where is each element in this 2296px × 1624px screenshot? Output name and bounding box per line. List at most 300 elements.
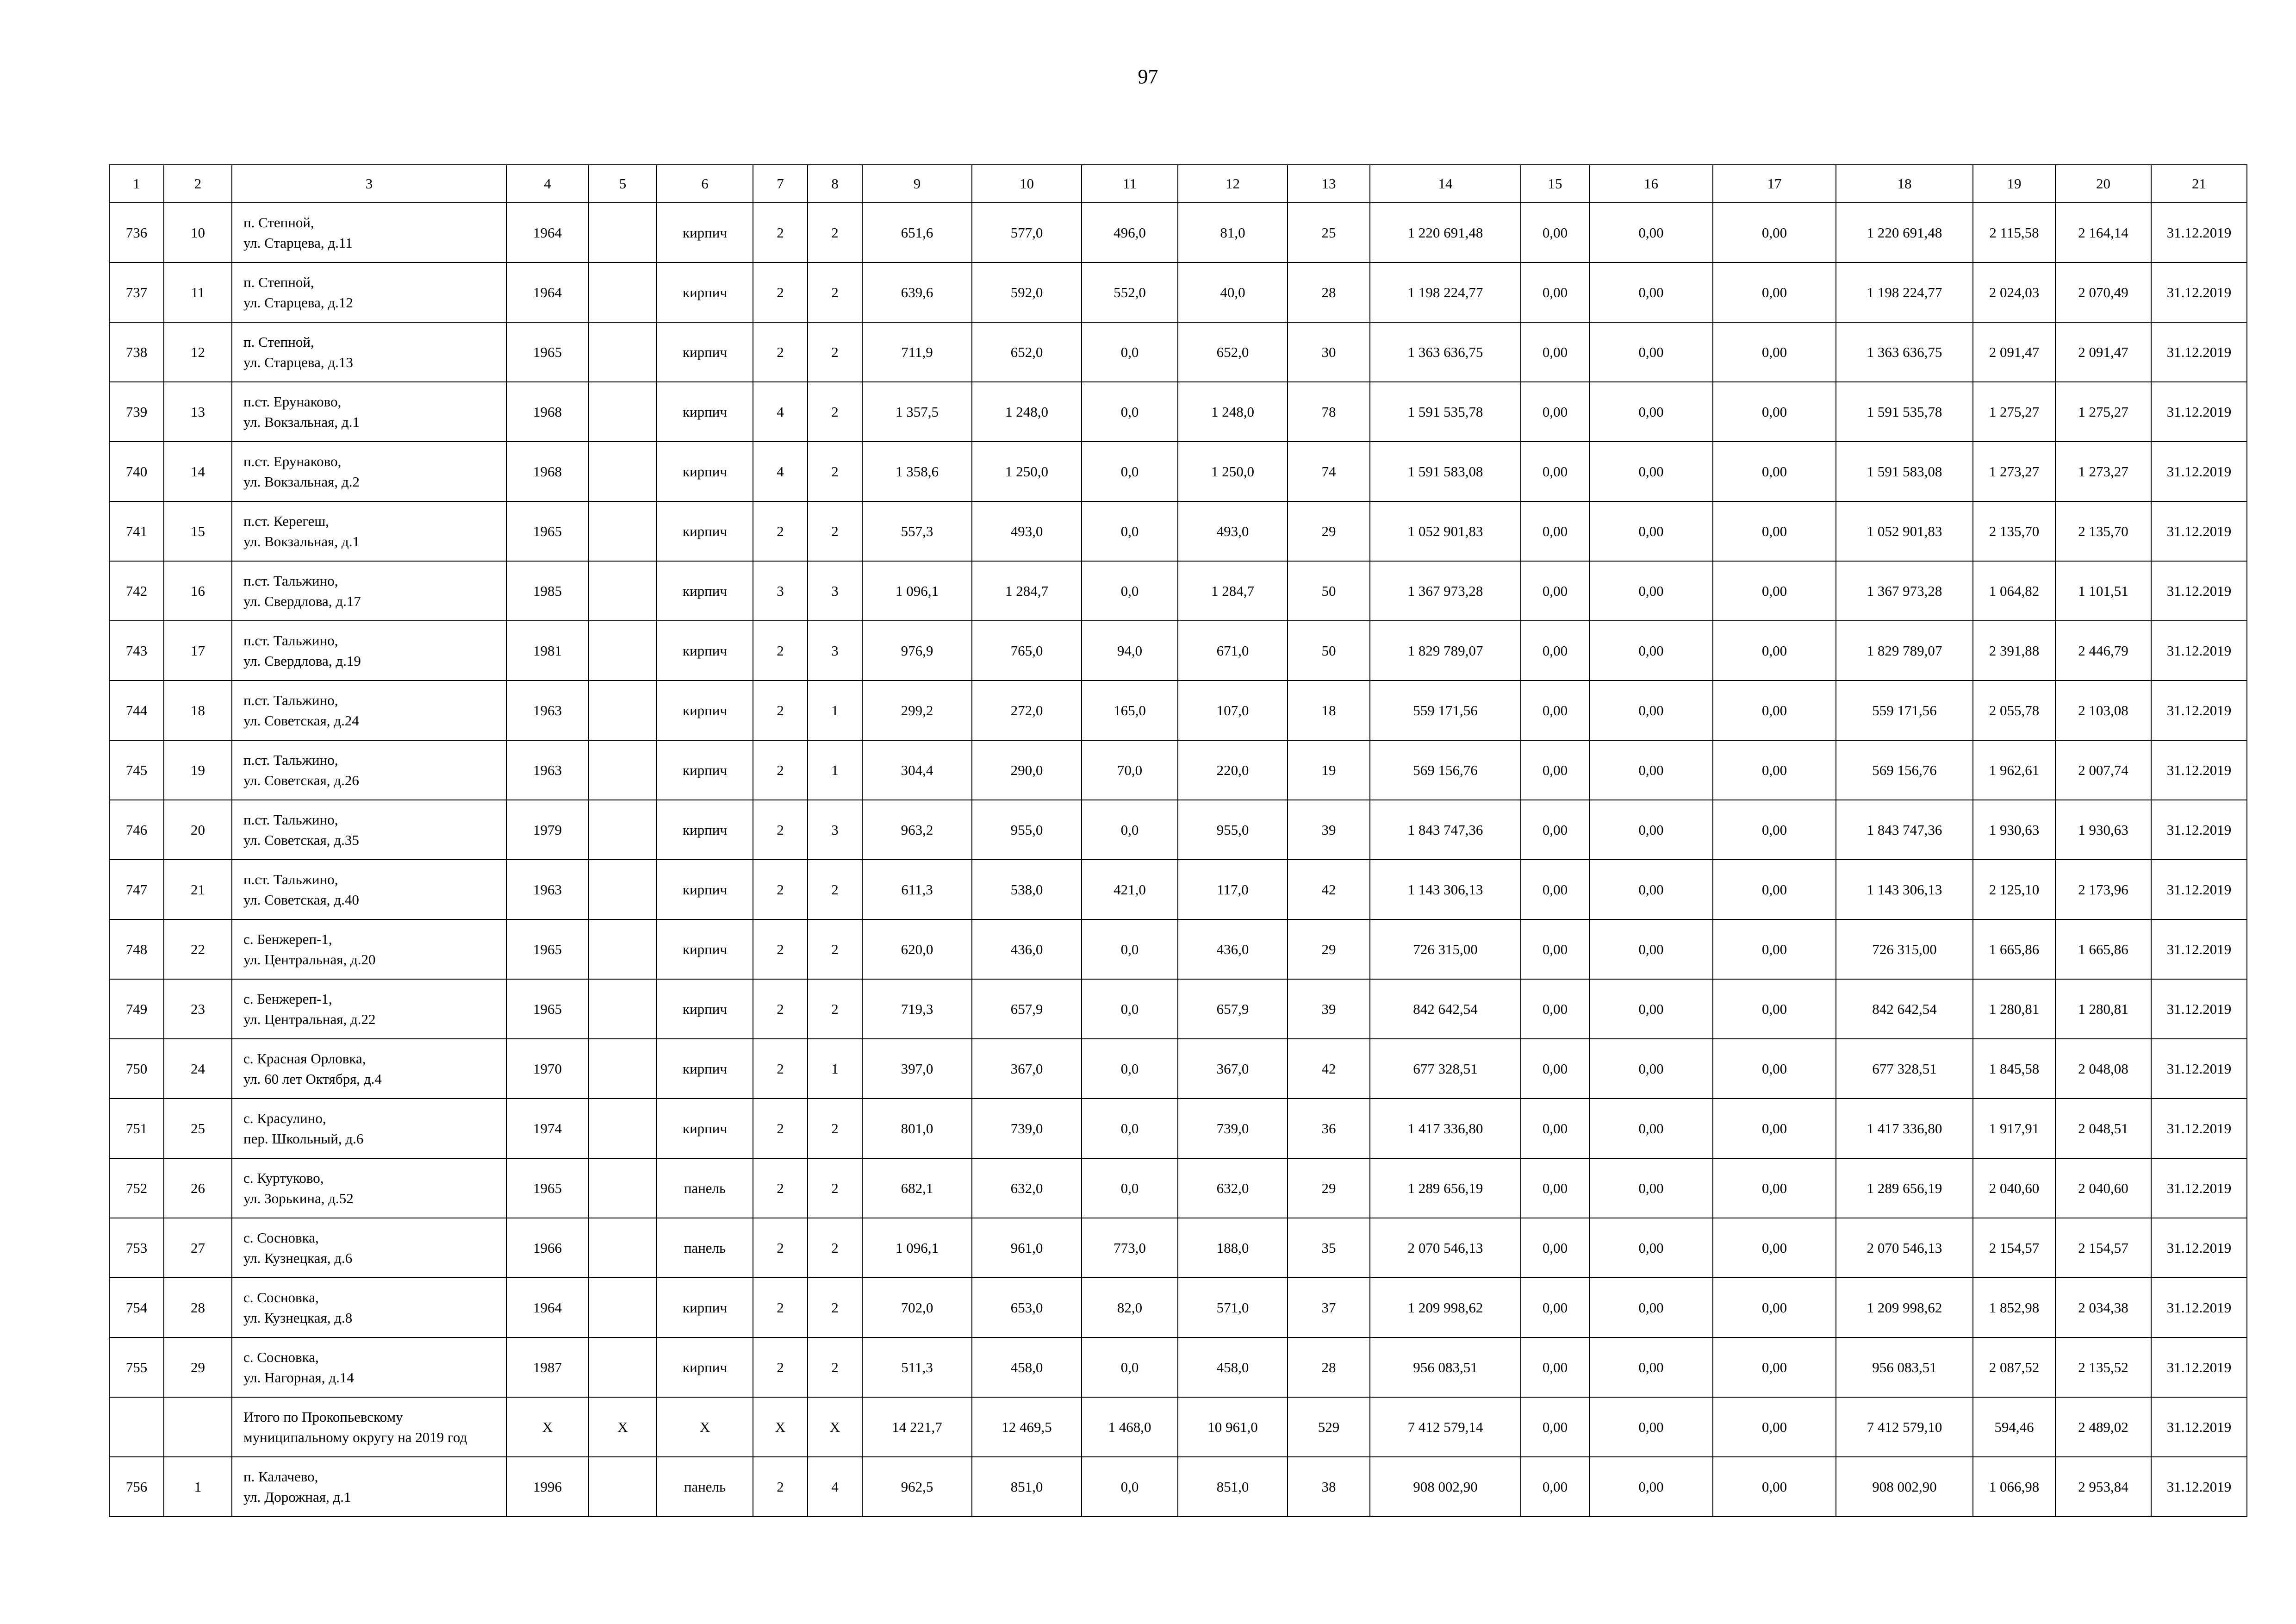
table-cell: 719,3 xyxy=(862,979,972,1039)
table-cell: 2 xyxy=(808,1099,862,1158)
table-cell: 0,0 xyxy=(1082,1099,1178,1158)
address-line-2: ул. Старцева, д.11 xyxy=(243,234,353,251)
table-cell: 0,00 xyxy=(1521,1218,1589,1278)
table-cell: 0,00 xyxy=(1589,1099,1713,1158)
address-cell xyxy=(232,681,506,740)
address-cell xyxy=(232,860,506,919)
table-cell: 1963 xyxy=(506,860,589,919)
table-cell: 31.12.2019 xyxy=(2151,322,2247,382)
table-cell xyxy=(589,681,657,740)
table-cell: 682,1 xyxy=(862,1158,972,1218)
table-cell: 739,0 xyxy=(972,1099,1082,1158)
table-cell: 0,00 xyxy=(1521,262,1589,322)
table-cell: 736 xyxy=(109,203,164,262)
table-cell xyxy=(589,262,657,322)
table-cell: 31.12.2019 xyxy=(2151,1337,2247,1397)
table-cell: 2 xyxy=(753,740,808,800)
address-line-2: ул. Советская, д.24 xyxy=(243,712,359,729)
table-cell: 755 xyxy=(109,1337,164,1397)
table-cell: 750 xyxy=(109,1039,164,1099)
table-cell: 29 xyxy=(1288,1158,1370,1218)
table-cell xyxy=(589,1218,657,1278)
table-cell: 652,0 xyxy=(972,322,1082,382)
table-cell: кирпич xyxy=(657,681,753,740)
table-cell: 1 143 306,13 xyxy=(1836,860,1973,919)
address-cell xyxy=(232,1218,506,1278)
table-cell: 31.12.2019 xyxy=(2151,1278,2247,1337)
table-cell: 1981 xyxy=(506,621,589,681)
table-cell: 493,0 xyxy=(972,501,1082,561)
table-cell: 1 468,0 xyxy=(1082,1397,1178,1457)
table-cell: 651,6 xyxy=(862,203,972,262)
table-cell: 39 xyxy=(1288,800,1370,860)
table-cell: 0,00 xyxy=(1713,442,1836,501)
table-cell: 2 446,79 xyxy=(2055,621,2151,681)
table-cell: 744 xyxy=(109,681,164,740)
table-cell: 0,00 xyxy=(1521,1457,1589,1517)
table-cell: 2 135,52 xyxy=(2055,1337,2151,1397)
table-cell: 7 412 579,14 xyxy=(1370,1397,1521,1457)
table-cell: панель xyxy=(657,1218,753,1278)
table-cell: 1 xyxy=(164,1457,232,1517)
table-cell: 0,00 xyxy=(1713,1218,1836,1278)
table-cell: 1 829 789,07 xyxy=(1370,621,1521,681)
table-row xyxy=(109,800,2247,860)
address-cell xyxy=(232,1457,506,1517)
table-cell: 1 198 224,77 xyxy=(1370,262,1521,322)
table-cell: 2 070 546,13 xyxy=(1370,1218,1521,1278)
table-cell: 2 391,88 xyxy=(1973,621,2055,681)
column-number-cell: 6 xyxy=(657,165,753,203)
table-cell: 107,0 xyxy=(1178,681,1288,740)
table-cell: кирпич xyxy=(657,860,753,919)
table-cell: X xyxy=(506,1397,589,1457)
table-cell: 0,00 xyxy=(1589,382,1713,442)
table-cell: 0,00 xyxy=(1521,1397,1589,1457)
table-cell: 754 xyxy=(109,1278,164,1337)
table-cell: кирпич xyxy=(657,262,753,322)
table-cell xyxy=(589,1457,657,1517)
table-cell: 2 xyxy=(808,979,862,1039)
table-cell: 31.12.2019 xyxy=(2151,1099,2247,1158)
address-line-2: ул. Советская, д.40 xyxy=(243,891,359,908)
address-line-1: п.ст. Ерунаково, xyxy=(243,393,342,410)
column-number-cell: 10 xyxy=(972,165,1082,203)
table-cell: 955,0 xyxy=(1178,800,1288,860)
table-cell: 0,00 xyxy=(1589,681,1713,740)
table-cell: 1 096,1 xyxy=(862,561,972,621)
table-cell: 0,00 xyxy=(1713,1158,1836,1218)
table-cell: 0,00 xyxy=(1589,919,1713,979)
table-cell: 0,00 xyxy=(1521,800,1589,860)
address-line-1: п.ст. Тальжино, xyxy=(243,811,338,828)
table-cell: 23 xyxy=(164,979,232,1039)
table-cell: 851,0 xyxy=(972,1457,1082,1517)
table-row xyxy=(109,561,2247,621)
table-cell: 2 087,52 xyxy=(1973,1337,2055,1397)
table-cell: 31.12.2019 xyxy=(2151,800,2247,860)
table-cell: 0,00 xyxy=(1713,681,1836,740)
table-cell: 538,0 xyxy=(972,860,1082,919)
address-line-2: ул. Зорькина, д.52 xyxy=(243,1190,354,1206)
table-cell: 26 xyxy=(164,1158,232,1218)
address-line-1: с. Красулино, xyxy=(243,1110,326,1126)
table-row xyxy=(109,501,2247,561)
column-number-cell: 16 xyxy=(1589,165,1713,203)
table-cell: 0,0 xyxy=(1082,979,1178,1039)
table-cell: 0,00 xyxy=(1589,442,1713,501)
table-cell: 956 083,51 xyxy=(1370,1337,1521,1397)
table-cell xyxy=(589,322,657,382)
address-cell xyxy=(232,919,506,979)
table-cell: 756 xyxy=(109,1457,164,1517)
table-cell: 2 xyxy=(808,262,862,322)
table-cell: 299,2 xyxy=(862,681,972,740)
table-cell xyxy=(589,1337,657,1397)
table-cell: 37 xyxy=(1288,1278,1370,1337)
table-cell xyxy=(109,1397,164,1457)
table-cell: 397,0 xyxy=(862,1039,972,1099)
address-cell xyxy=(232,979,506,1039)
table-cell: 611,3 xyxy=(862,860,972,919)
table-cell: 2 055,78 xyxy=(1973,681,2055,740)
table-cell: 3 xyxy=(753,561,808,621)
table-cell: 31.12.2019 xyxy=(2151,860,2247,919)
table-cell: 632,0 xyxy=(1178,1158,1288,1218)
table-cell: 0,00 xyxy=(1713,203,1836,262)
table-cell xyxy=(589,860,657,919)
table-cell: 0,00 xyxy=(1713,322,1836,382)
table-cell: 1 250,0 xyxy=(1178,442,1288,501)
table-cell xyxy=(589,979,657,1039)
address-line-1: с. Бенжереп-1, xyxy=(243,990,332,1007)
table-cell: 745 xyxy=(109,740,164,800)
table-cell: 0,00 xyxy=(1589,203,1713,262)
table-cell: 0,00 xyxy=(1713,382,1836,442)
table-cell xyxy=(589,203,657,262)
table-cell: 0,0 xyxy=(1082,561,1178,621)
table-cell: 1970 xyxy=(506,1039,589,1099)
table-cell: 0,00 xyxy=(1713,621,1836,681)
table-cell: 0,00 xyxy=(1589,501,1713,561)
address-cell xyxy=(232,382,506,442)
table-cell xyxy=(589,501,657,561)
table-cell: 1985 xyxy=(506,561,589,621)
table-cell: 1 591 535,78 xyxy=(1836,382,1973,442)
table-cell: 117,0 xyxy=(1178,860,1288,919)
table-cell: 1 220 691,48 xyxy=(1836,203,1973,262)
table-cell: 0,00 xyxy=(1589,1457,1713,1517)
table-cell: 367,0 xyxy=(972,1039,1082,1099)
table-cell: 1 843 747,36 xyxy=(1836,800,1973,860)
table-cell: 19 xyxy=(164,740,232,800)
table-cell: 2 xyxy=(808,442,862,501)
table-cell: 0,00 xyxy=(1589,1278,1713,1337)
table-cell: 652,0 xyxy=(1178,322,1288,382)
table-row xyxy=(109,979,2247,1039)
table-cell: 2 115,58 xyxy=(1973,203,2055,262)
table-cell: 7 412 579,10 xyxy=(1836,1397,1973,1457)
table-cell: 1 280,81 xyxy=(2055,979,2151,1039)
address-cell xyxy=(232,800,506,860)
table-cell: 1996 xyxy=(506,1457,589,1517)
address-line-2: ул. Советская, д.26 xyxy=(243,772,359,788)
table-cell: 653,0 xyxy=(972,1278,1082,1337)
table-cell: кирпич xyxy=(657,1337,753,1397)
address-line-1: п.ст. Тальжино, xyxy=(243,632,338,649)
table-cell: 2 xyxy=(753,1099,808,1158)
table-cell: 1974 xyxy=(506,1099,589,1158)
table-cell: 0,00 xyxy=(1713,262,1836,322)
address-cell xyxy=(232,1099,506,1158)
table-cell: 1 220 691,48 xyxy=(1370,203,1521,262)
table-cell: 19 xyxy=(1288,740,1370,800)
table-cell: 2 048,51 xyxy=(2055,1099,2151,1158)
table-cell: 10 xyxy=(164,203,232,262)
table-cell: 955,0 xyxy=(972,800,1082,860)
table-cell: 29 xyxy=(164,1337,232,1397)
table-cell: 1 280,81 xyxy=(1973,979,2055,1039)
table-cell: 0,00 xyxy=(1521,740,1589,800)
table-cell: 0,00 xyxy=(1589,1397,1713,1457)
table-row xyxy=(109,322,2247,382)
table-cell: 557,3 xyxy=(862,501,972,561)
table-cell: X xyxy=(589,1397,657,1457)
table-cell: 0,00 xyxy=(1713,1278,1836,1337)
table-cell: 1964 xyxy=(506,1278,589,1337)
table-cell: 31.12.2019 xyxy=(2151,262,2247,322)
column-number-cell: 18 xyxy=(1836,165,1973,203)
table-cell: 2 xyxy=(753,1218,808,1278)
table-cell: 28 xyxy=(164,1278,232,1337)
table-cell: 22 xyxy=(164,919,232,979)
address-line-1: п. Степной, xyxy=(243,214,314,231)
table-row xyxy=(109,382,2247,442)
table-cell: 1 358,6 xyxy=(862,442,972,501)
table-cell: 1 273,27 xyxy=(1973,442,2055,501)
table-cell: 677 328,51 xyxy=(1370,1039,1521,1099)
address-line-1: с. Сосновка, xyxy=(243,1349,319,1365)
table-cell: 0,0 xyxy=(1082,501,1178,561)
column-number-cell: 11 xyxy=(1082,165,1178,203)
column-number-cell: 17 xyxy=(1713,165,1836,203)
table-cell: 2 xyxy=(808,322,862,382)
table-cell: 773,0 xyxy=(1082,1218,1178,1278)
address-line-2: ул. Советская, д.35 xyxy=(243,831,359,848)
table-cell: 2 xyxy=(753,1158,808,1218)
address-line-1: с. Бенжереп-1, xyxy=(243,931,332,947)
table-cell: 70,0 xyxy=(1082,740,1178,800)
table-cell: 0,0 xyxy=(1082,322,1178,382)
table-cell: 39 xyxy=(1288,979,1370,1039)
table-cell: панель xyxy=(657,1158,753,1218)
table-cell: 1 852,98 xyxy=(1973,1278,2055,1337)
table-cell: кирпич xyxy=(657,561,753,621)
table-cell: 12 xyxy=(164,322,232,382)
column-number-cell: 19 xyxy=(1973,165,2055,203)
table-cell: 0,00 xyxy=(1589,1218,1713,1278)
table-row xyxy=(109,442,2247,501)
table-cell: 0,0 xyxy=(1082,1337,1178,1397)
table-cell: 2 125,10 xyxy=(1973,860,2055,919)
table-cell: кирпич xyxy=(657,382,753,442)
table-cell: 31.12.2019 xyxy=(2151,1457,2247,1517)
table-cell: 11 xyxy=(164,262,232,322)
table-cell xyxy=(589,800,657,860)
table-cell: 1 209 998,62 xyxy=(1836,1278,1973,1337)
table-cell: 421,0 xyxy=(1082,860,1178,919)
address-line-2: пер. Школьный, д.6 xyxy=(243,1130,364,1147)
table-cell: 842 642,54 xyxy=(1370,979,1521,1039)
table-cell: 188,0 xyxy=(1178,1218,1288,1278)
column-number-cell: 13 xyxy=(1288,165,1370,203)
table-cell: 1 357,5 xyxy=(862,382,972,442)
table-cell: 0,00 xyxy=(1589,860,1713,919)
table-row xyxy=(109,1158,2247,1218)
table-cell: 0,00 xyxy=(1521,621,1589,681)
address-line-2: ул. Центральная, д.20 xyxy=(243,951,376,968)
table-cell: 639,6 xyxy=(862,262,972,322)
table-cell: 1 xyxy=(808,1039,862,1099)
column-number-cell: 15 xyxy=(1521,165,1589,203)
table-cell: 81,0 xyxy=(1178,203,1288,262)
address-line-2: ул. Центральная, д.22 xyxy=(243,1011,376,1027)
table-cell: 1963 xyxy=(506,681,589,740)
table-cell: 50 xyxy=(1288,621,1370,681)
table-cell: 1 066,98 xyxy=(1973,1457,2055,1517)
table-cell: 0,00 xyxy=(1589,740,1713,800)
table-cell: кирпич xyxy=(657,740,753,800)
table-cell: 749 xyxy=(109,979,164,1039)
address-line-2: ул. Вокзальная, д.1 xyxy=(243,533,360,550)
table-cell: кирпич xyxy=(657,322,753,382)
table-cell: 0,00 xyxy=(1521,1039,1589,1099)
table-cell: 0,00 xyxy=(1521,1158,1589,1218)
address-line-1: п.ст. Тальжино, xyxy=(243,692,338,708)
table-cell: 1 289 656,19 xyxy=(1836,1158,1973,1218)
table-cell: 220,0 xyxy=(1178,740,1288,800)
table-cell: 14 221,7 xyxy=(862,1397,972,1457)
address-line-1: с. Сосновка, xyxy=(243,1229,319,1246)
table-cell: 2 135,70 xyxy=(2055,501,2151,561)
address-line-2: ул. Нагорная, д.14 xyxy=(243,1369,354,1386)
address-line-1: п. Калачево, xyxy=(243,1468,318,1485)
table-cell: 18 xyxy=(1288,681,1370,740)
table-cell: 1 284,7 xyxy=(972,561,1082,621)
address-line-2: ул. Старцева, д.12 xyxy=(243,294,353,311)
table-cell: 671,0 xyxy=(1178,621,1288,681)
table-cell: 78 xyxy=(1288,382,1370,442)
table-cell: 1968 xyxy=(506,442,589,501)
table-cell: 742 xyxy=(109,561,164,621)
table-cell: 594,46 xyxy=(1973,1397,2055,1457)
table-cell: 1 198 224,77 xyxy=(1836,262,1973,322)
table-cell xyxy=(589,561,657,621)
column-number-cell: 14 xyxy=(1370,165,1521,203)
address-cell xyxy=(232,561,506,621)
table-cell: 1 064,82 xyxy=(1973,561,2055,621)
table-cell: 436,0 xyxy=(972,919,1082,979)
table-cell: 0,00 xyxy=(1521,442,1589,501)
table-cell: X xyxy=(808,1397,862,1457)
table-cell: 18 xyxy=(164,681,232,740)
table-cell: 1965 xyxy=(506,322,589,382)
table-cell: 21 xyxy=(164,860,232,919)
table-cell: 908 002,90 xyxy=(1370,1457,1521,1517)
address-cell xyxy=(232,322,506,382)
table-cell: 436,0 xyxy=(1178,919,1288,979)
table-cell: кирпич xyxy=(657,979,753,1039)
table-row xyxy=(109,1337,2247,1397)
table-cell: 1 143 306,13 xyxy=(1370,860,1521,919)
table-cell: 31.12.2019 xyxy=(2151,1158,2247,1218)
table-cell: 36 xyxy=(1288,1099,1370,1158)
table-cell: 0,00 xyxy=(1713,1457,1836,1517)
table-cell: 4 xyxy=(808,1457,862,1517)
table-cell: 0,00 xyxy=(1521,501,1589,561)
table-cell: 13 xyxy=(164,382,232,442)
table-cell: 31.12.2019 xyxy=(2151,979,2247,1039)
table-cell: 0,00 xyxy=(1589,1039,1713,1099)
table-cell: кирпич xyxy=(657,621,753,681)
table-cell: 1 962,61 xyxy=(1973,740,2055,800)
table-cell: 741 xyxy=(109,501,164,561)
table-cell: 2 135,70 xyxy=(1973,501,2055,561)
table-cell: 2 040,60 xyxy=(2055,1158,2151,1218)
table-cell: 677 328,51 xyxy=(1836,1039,1973,1099)
address-line-1: п.ст. Тальжино, xyxy=(243,572,338,589)
table-cell: 31.12.2019 xyxy=(2151,681,2247,740)
table-cell: 2 xyxy=(753,800,808,860)
table-cell: 35 xyxy=(1288,1218,1370,1278)
table-cell: 2 xyxy=(753,1457,808,1517)
table-cell: 571,0 xyxy=(1178,1278,1288,1337)
table-cell: X xyxy=(753,1397,808,1457)
table-cell: 2 xyxy=(808,1278,862,1337)
table-cell: 657,9 xyxy=(1178,979,1288,1039)
table-cell: 10 961,0 xyxy=(1178,1397,1288,1457)
table-cell: 0,00 xyxy=(1713,1039,1836,1099)
address-line-1: Итого по Прокопьевскому xyxy=(243,1408,403,1425)
table-cell: 25 xyxy=(164,1099,232,1158)
column-number-cell: 8 xyxy=(808,165,862,203)
table-cell: 31.12.2019 xyxy=(2151,919,2247,979)
table-cell: 739,0 xyxy=(1178,1099,1288,1158)
address-cell xyxy=(232,1039,506,1099)
table-cell: 0,00 xyxy=(1521,1099,1589,1158)
table-cell: панель xyxy=(657,1457,753,1517)
table-cell: 743 xyxy=(109,621,164,681)
column-number-cell: 2 xyxy=(164,165,232,203)
table-cell: 1 591 583,08 xyxy=(1836,442,1973,501)
table-cell: 0,00 xyxy=(1589,561,1713,621)
table-cell: 38 xyxy=(1288,1457,1370,1517)
table-cell: 0,00 xyxy=(1521,1337,1589,1397)
address-line-2: ул. Дорожная, д.1 xyxy=(243,1488,351,1505)
table-cell: 738 xyxy=(109,322,164,382)
column-number-cell: 1 xyxy=(109,165,164,203)
table-cell: 31.12.2019 xyxy=(2151,1397,2247,1457)
table-cell: 2 034,38 xyxy=(2055,1278,2151,1337)
table-cell: 496,0 xyxy=(1082,203,1178,262)
table-cell: кирпич xyxy=(657,442,753,501)
column-number-cell: 4 xyxy=(506,165,589,203)
table-row xyxy=(109,681,2247,740)
table-cell: 529 xyxy=(1288,1397,1370,1457)
table-cell: 0,00 xyxy=(1521,919,1589,979)
column-number-cell: 3 xyxy=(232,165,506,203)
table-cell: 0,00 xyxy=(1521,382,1589,442)
